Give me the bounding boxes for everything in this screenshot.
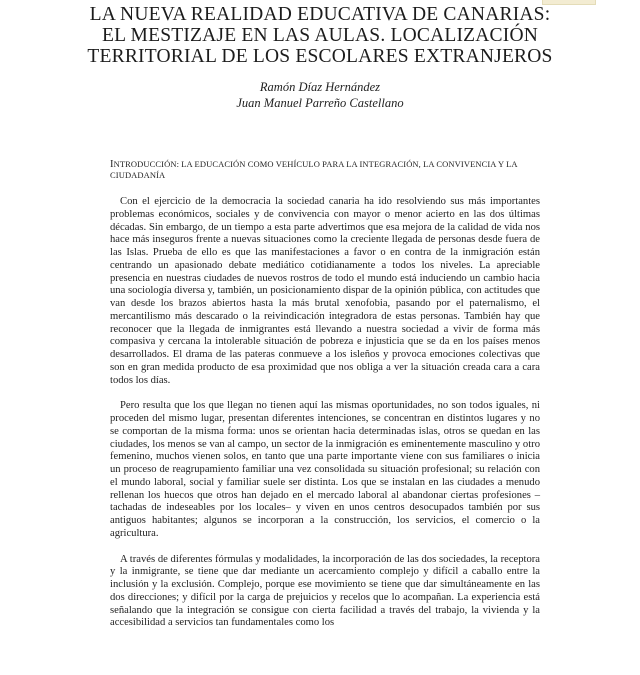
article-title <box>30 4 610 67</box>
body-paragraph-1: Con el ejercicio de la democracia la sociedad canaria ha ido resolviendo sus más importantes problemas económicos, sociales y de convivencia con mayor o menor acierto en las dos últimas décadas. Sin embargo, de un tiempo a esta parte advertimos que esa mejora de la calidad de vida nos hace más inseguros frente a nuevas situaciones como la creciente llegada de personas desde fuera de las Islas. Prueba de ello es que las manifestaciones a favor o en contra de la inmigración están centrando un apasionado debate mediático cotidianamente a todos los niveles. La apreciable presencia en nuestras ciudades de nuevos rostros de todo el mundo está induciendo un cambio hacia una sociología diversa y, también, un posicionamiento dispar de la opinión pública, con actitudes que van desde los brazos abiertos hasta la más brutal xenofobia, pasando por el paternalismo, el mercantilismo más descarado o la reivindicación integradora de estas personas. También hay que reconocer que la llegada de inmigrantes está llevando a nuestra sociedad a vivir de forma más compasiva y cercana la intolerable situación de pobreza e injusticia que se da en los países menos desarrollados. El drama de las pateras conmueve a los isleños y provoca emociones colectivas que son en gran medida producto de esa proximidad que nos obliga a ver la situación creada cara a cara todos los días. <box>110 196 540 386</box>
title-line-3: TERRITORIAL DE LOS ESCOLARES EXTRANJEROS <box>87 46 553 67</box>
article-body <box>110 196 540 643</box>
author-list <box>30 79 610 111</box>
section-heading <box>110 159 540 181</box>
title-line-1: LA NUEVA REALIDAD EDUCATIVA DE CANARIAS: <box>89 4 551 25</box>
body-paragraph-2: Pero resulta que los que llegan no tienen aquí las mismas oportunidades, no son todos iguales, ni proceden del mismo lugar, presentan diferentes intenciones, se concentran en distintos lugares y no se comportan de la misma forma: unos se orientan hacia determinadas islas, otros se quedan en las ciudades, los menos se van al campo, un sector de la inmigración es eminentemente masculino y otro femenino, muchos vienen solos, en tanto que una parte importante viene con sus familiares o inicia un proceso de reagrupamiento familiar una vez consolidada su situación profesional; su relación con el mundo laboral, social y familiar suele ser distinta. Los que se instalan en las ciudades a menudo rellenan los huecos que otros han dejado en el mercado laboral al abandonar ciertas profesiones –tachadas de indeseables por los locales– y viven en unos centros desocupados también por sus antiguos habitantes; algunos se incorporan a la construcción, los servicios, el comercio o la agricultura. <box>110 400 540 539</box>
author-1: Ramón Díaz Hernández <box>259 80 381 94</box>
title-line-2: EL MESTIZAJE EN LAS AULAS. LOCALIZACIÓN <box>101 25 539 46</box>
body-paragraph-3: A través de diferentes fórmulas y modalidades, la incorporación de las dos sociedades, la receptora y la inmigrante, se tiene que dar mediante un acercamiento complejo y difícil a caballo entre la inclusión y la exclusión. Complejo, porque ese movimiento se tiene que dar simultáneamente en las dos direcciones; y difícil por la carga de prejuicios y recelos que lo acompañan. La experiencia está señalando que la integración se consigue con cierta facilidad a través del trabajo, la vivienda y la accesibilidad a servicios tan fundamentales como los <box>110 553 540 629</box>
section-heading-text: NTRODUCCIÓN: LA EDUCACIÓN COMO VEHÍCULO PARA LA INTEGRACIÓN, LA CONVIVENCIA Y LA CIUDADANÍA <box>110 159 518 180</box>
author-2: Juan Manuel Parreño Castellano <box>236 96 404 110</box>
section-heading-initial: I <box>110 159 114 170</box>
